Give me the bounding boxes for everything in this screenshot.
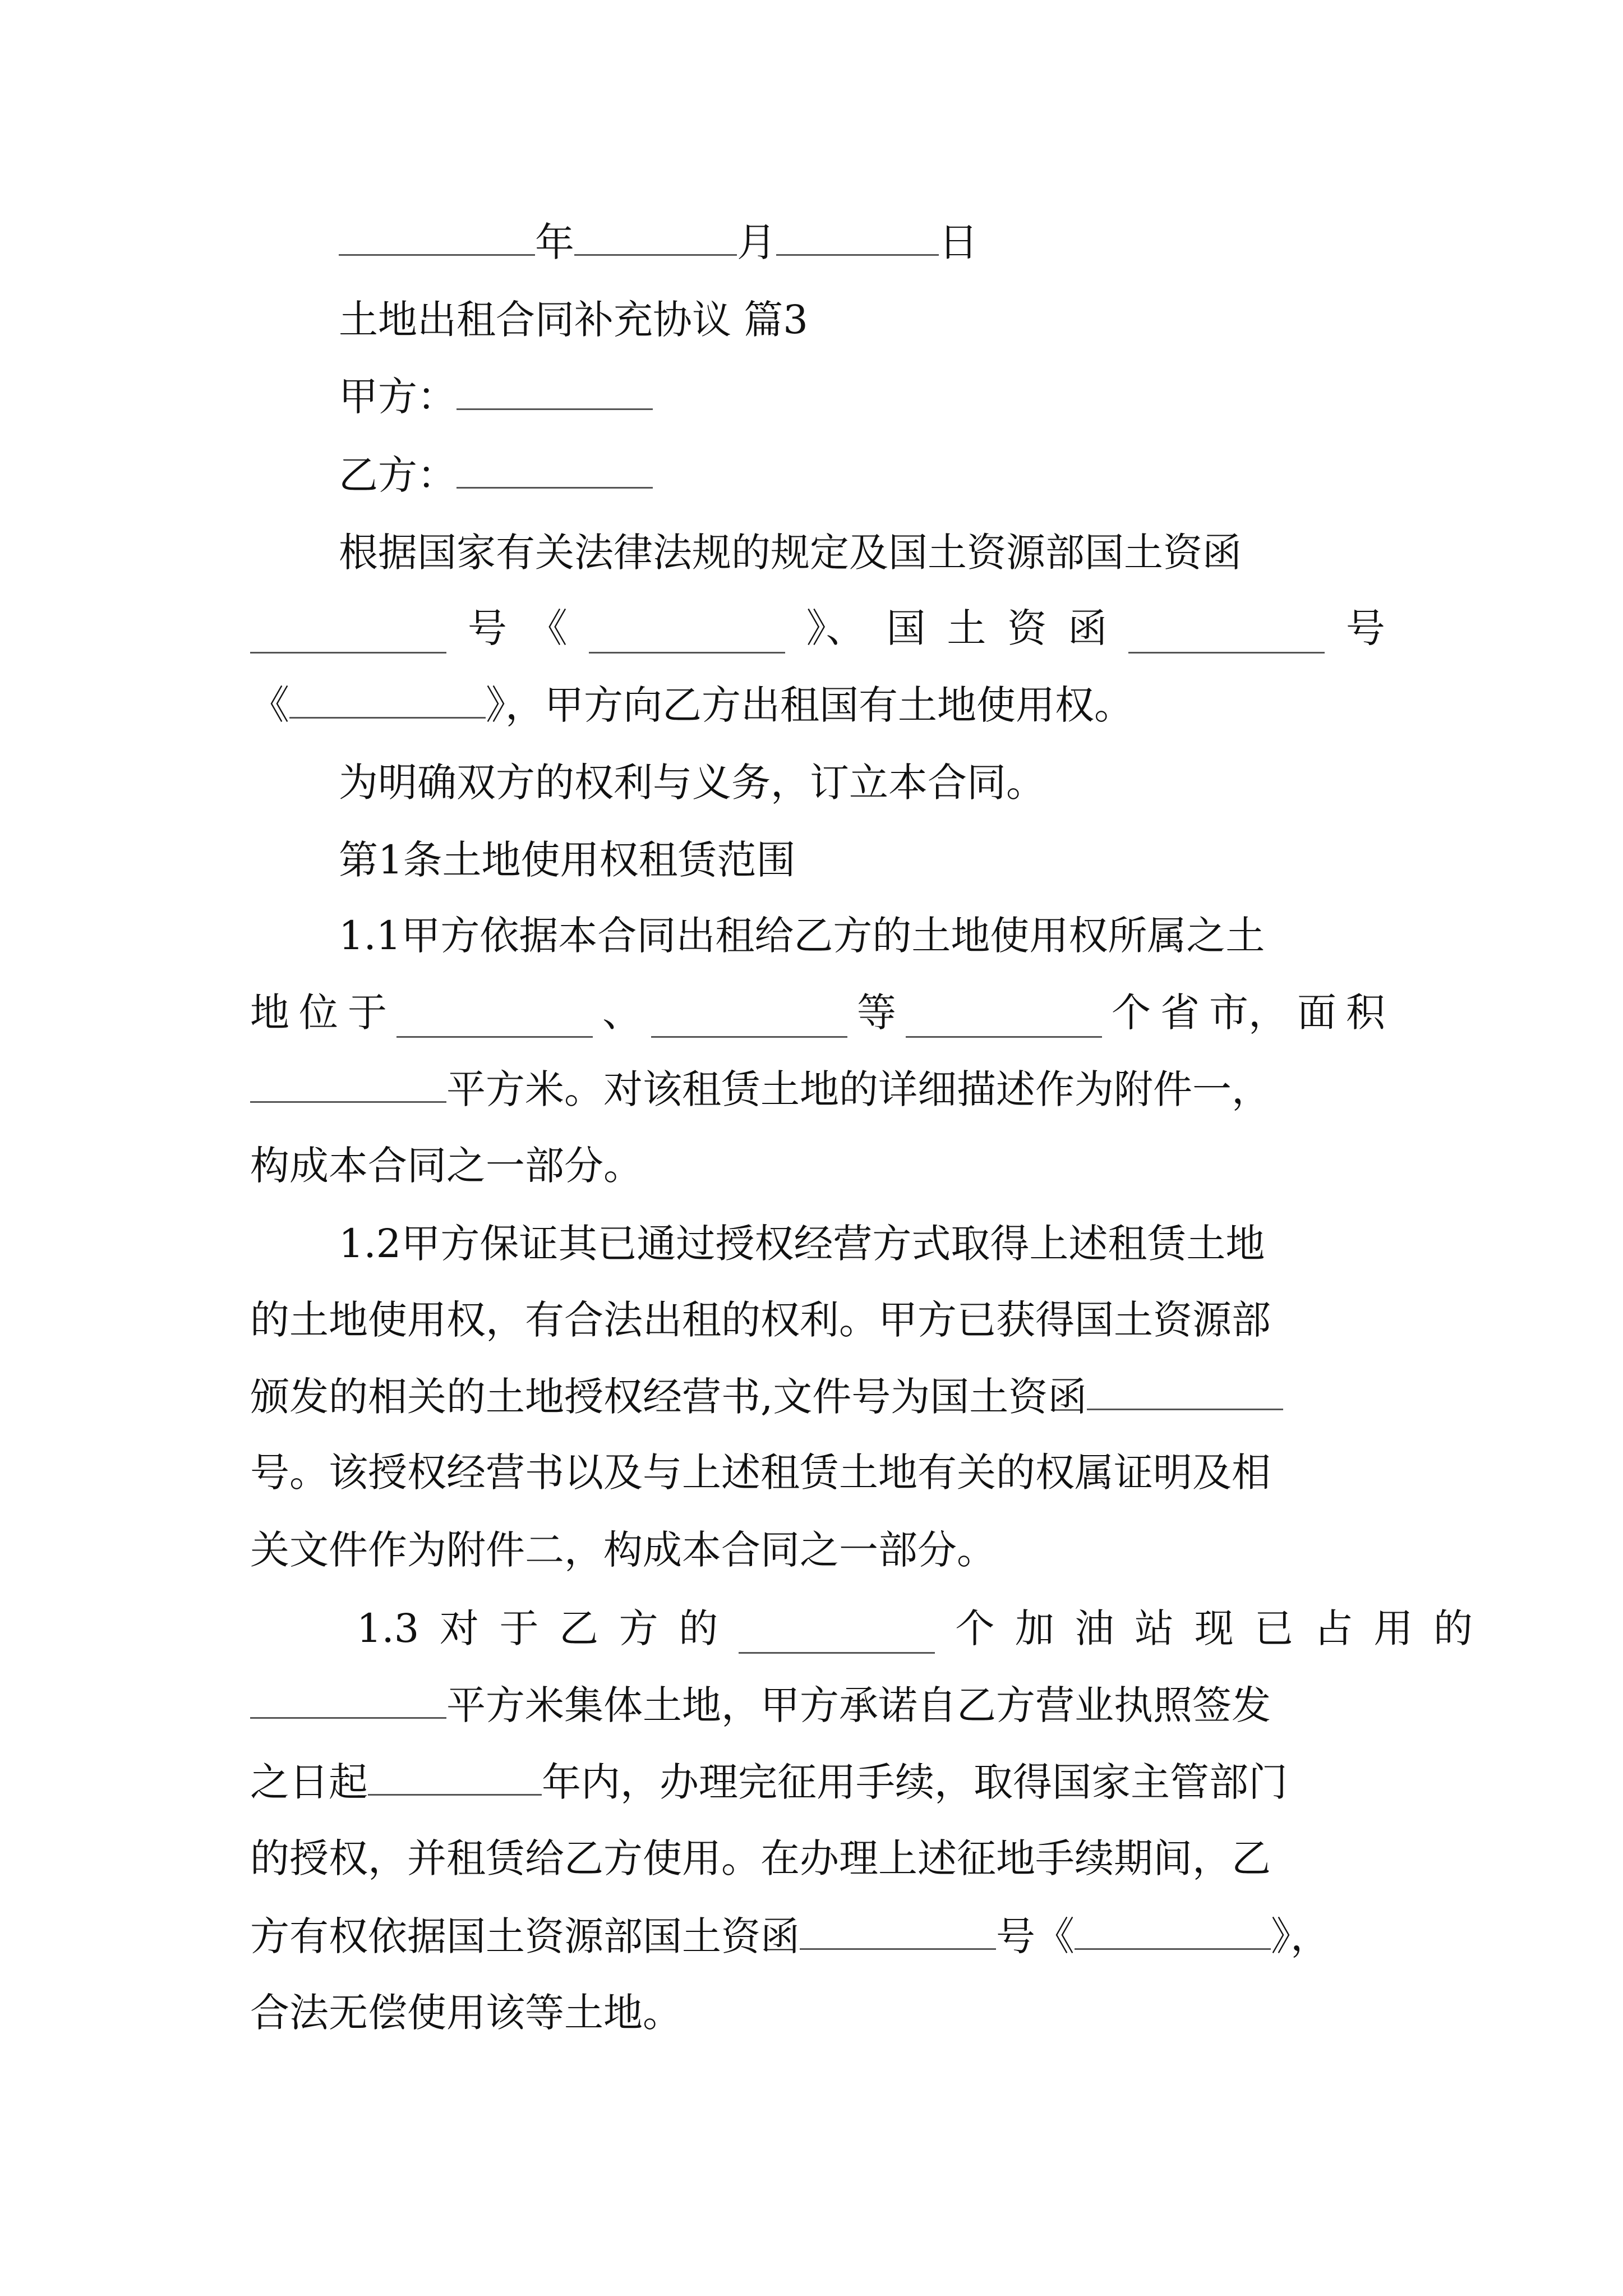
text-token: 1.3	[357, 1605, 419, 1651]
year-label: 年	[535, 219, 574, 265]
s11-line-2	[250, 987, 1385, 1038]
blank	[1087, 1370, 1283, 1410]
s11-line-1: 1.1甲方依据本合同出租给乙方的土地使用权所属之土	[339, 913, 1265, 959]
day-label: 日	[939, 219, 978, 265]
p1-line-3	[250, 679, 1133, 730]
party-a-blank	[457, 370, 653, 410]
text-token: 年内，办理完征用手续，取得国家主管部门	[542, 1759, 1288, 1805]
s12-line-1: 1.2甲方保证其已通过授权经营方式取得上述租赁土地	[339, 1221, 1265, 1267]
s13-line-2	[250, 1679, 1271, 1731]
party-a-line	[339, 370, 653, 422]
text-token: 方有权依据国土资源部国土资函	[250, 1913, 800, 1959]
s12-line-4: 号。该授权经营书以及与上述租赁土地有关的权属证明及相	[250, 1450, 1271, 1496]
blank	[800, 1910, 996, 1950]
text-token: 对	[439, 1605, 479, 1651]
text-token: 于	[499, 1605, 539, 1651]
text-token: 》，	[1271, 1913, 1330, 1959]
text-token: 资	[1007, 605, 1047, 651]
blank	[396, 998, 593, 1038]
document-title: 土地出租合同补充协议 篇3	[339, 297, 808, 343]
text-token: 的	[679, 1605, 718, 1651]
blank	[250, 1679, 446, 1719]
text-token: 个	[955, 1605, 995, 1651]
text-token: 现	[1194, 1605, 1234, 1651]
party-a-label: 甲方：	[339, 374, 457, 420]
text-token: 号	[467, 605, 507, 651]
text-token: 积	[1346, 990, 1385, 1036]
party-b-label: 乙方：	[339, 452, 457, 498]
text-token: 《	[250, 682, 289, 728]
text-token: 位	[299, 990, 338, 1036]
blank	[906, 998, 1102, 1038]
text-token: 》，甲方向乙方出租国有土地使用权。	[486, 682, 1133, 728]
text-token: 省	[1160, 990, 1200, 1036]
text-token: 《	[528, 605, 568, 651]
text-token: 平方米集体土地，甲方承诺自乙方营业执照签发	[446, 1682, 1271, 1728]
month-blank	[574, 216, 737, 256]
blank	[739, 1614, 935, 1654]
s13-line-5	[250, 1910, 1330, 1962]
text-token: 等	[857, 990, 896, 1036]
text-token: 》、	[806, 605, 865, 651]
p1-line-2	[250, 603, 1385, 654]
blank	[250, 614, 446, 654]
blank	[589, 614, 785, 654]
blank	[368, 1756, 542, 1796]
blank	[250, 1063, 446, 1103]
party-b-line	[339, 449, 653, 500]
s12-line-2: 的土地使用权，有合法出租的权利。甲方已获得国土资源部	[250, 1297, 1271, 1343]
p1-line-1: 根据国家有关法律法规的规定及国土资源部国土资函	[339, 530, 1242, 576]
text-token: 个	[1112, 990, 1151, 1036]
s13-line-3	[250, 1756, 1288, 1807]
text-token: 站	[1135, 1605, 1174, 1651]
s11-line-4: 构成本合同之一部分。	[250, 1143, 643, 1189]
text-token: 面	[1297, 990, 1336, 1036]
p2-line: 为明确双方的权利与义务，订立本合同。	[339, 760, 1045, 806]
blank	[1128, 614, 1325, 654]
text-token: 号《	[996, 1913, 1075, 1959]
s12-line-3	[250, 1370, 1283, 1422]
date-line	[339, 216, 978, 268]
s13-line-1	[357, 1603, 1473, 1654]
text-token: 土	[947, 605, 986, 651]
s12-line-5: 关文件作为附件二，构成本合同之一部分。	[250, 1527, 996, 1573]
text-token: 之日起	[250, 1759, 368, 1805]
text-token: 用	[1373, 1605, 1413, 1651]
blank	[651, 998, 847, 1038]
party-b-blank	[457, 449, 653, 489]
text-token: 方	[619, 1605, 658, 1651]
text-token: 占	[1313, 1605, 1353, 1651]
s11-line-3	[250, 1063, 1271, 1115]
text-token: 油	[1075, 1605, 1114, 1651]
text-token: 的	[1433, 1605, 1473, 1651]
text-token: 已	[1254, 1605, 1294, 1651]
blank	[289, 679, 486, 719]
text-token: 地	[250, 990, 289, 1036]
month-label: 月	[737, 219, 776, 265]
text-token: 、	[602, 990, 642, 1036]
blank	[1075, 1910, 1271, 1950]
text-token: 乙	[559, 1605, 599, 1651]
text-token: 市，	[1209, 990, 1288, 1036]
day-blank	[776, 216, 939, 256]
s13-line-4: 的授权，并租赁给乙方使用。在办理上述征地手续期间，乙	[250, 1835, 1271, 1881]
text-token: 平方米。对该租赁土地的详细描述作为附件一，	[446, 1066, 1271, 1112]
text-token: 于	[348, 990, 387, 1036]
text-token: 号	[1345, 605, 1385, 651]
text-token: 加	[1015, 1605, 1054, 1651]
article-1-title: 第1条土地使用权租赁范围	[339, 837, 796, 883]
text-token: 颁发的相关的土地授权经营书,文件号为国土资函	[250, 1374, 1087, 1420]
text-token: 国	[886, 605, 926, 651]
text-token: 函	[1068, 605, 1108, 651]
year-blank	[339, 216, 535, 256]
s13-line-6: 合法无偿使用该等土地。	[250, 1990, 682, 2036]
